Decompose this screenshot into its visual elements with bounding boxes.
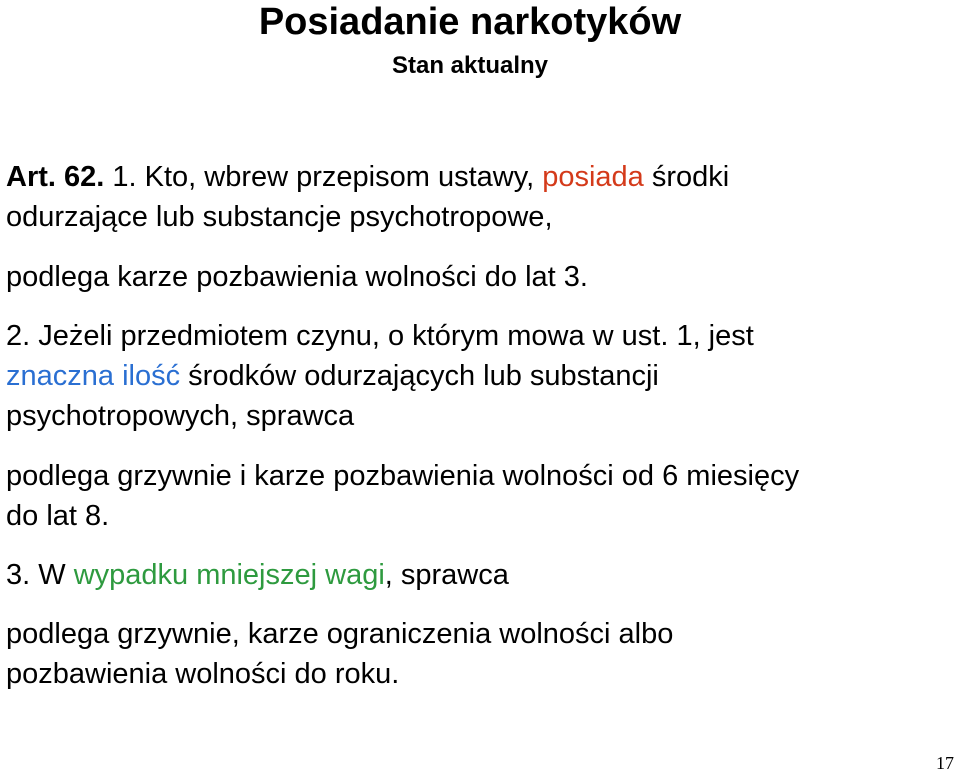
p3-highlight-wypadku: wypadku mniejszej wagi (73, 559, 385, 591)
p2-highlight-znaczna-ilosc: znaczna ilość (6, 360, 181, 392)
art-62-p1-line2: odurzające lub substancje psychotropowe, (6, 201, 553, 233)
art-62-p2-line2 (6, 358, 659, 394)
slide-subtitle: Stan aktualny (391, 52, 549, 79)
art-62-p2-line1: 2. Jeżeli przedmiotem czynu, o którym mowa w ust. 1, jest (6, 320, 754, 352)
art-62-p3-line2: podlega grzywnie, karze ograniczenia wolności albo (6, 618, 674, 650)
slide-title: Posiadanie narkotyków (258, 1, 682, 43)
p3-tail: , sprawca (384, 559, 509, 591)
p1-highlight-posiada: posiada (542, 161, 644, 193)
art-62-p2-line5: do lat 8. (6, 500, 110, 532)
article-label: Art. 62. (6, 161, 105, 193)
art-62-p1-line1 (6, 159, 729, 195)
art-62-p3-line1 (6, 557, 509, 593)
art-62-p3-line3: pozbawienia wolności do roku. (6, 658, 400, 690)
p1-tail: środki (651, 161, 730, 193)
art-62-p2-line4: podlega grzywnie i karze pozbawienia wolności od 6 miesięcy (6, 460, 800, 492)
page-number: 17 (936, 753, 954, 773)
p2-line2-tail: środków odurzających lub substancji (188, 360, 659, 392)
art-62-p1-line3: podlega karze pozbawienia wolności do lat 3. (6, 261, 588, 293)
p1-lead: 1. Kto, wbrew przepisom ustawy, (112, 161, 535, 193)
p3-lead: 3. W (6, 559, 66, 591)
art-62-p2-line3: psychotropowych, sprawca (6, 400, 355, 432)
